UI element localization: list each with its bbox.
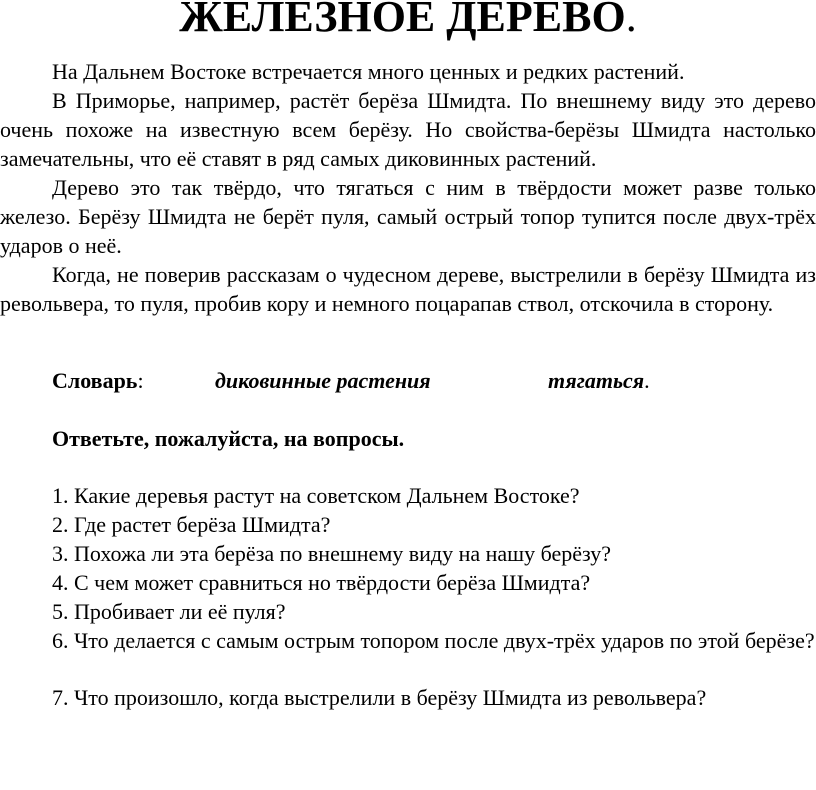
vocabulary-word-2: [548, 366, 650, 395]
paragraph-1: На Дальнем Востоке встречается много ценных и редких растений.: [52, 59, 685, 84]
vocabulary-label: [52, 366, 144, 395]
paragraph-4: Когда, не поверив рассказам о чудесном дереве, выстрелили в берёзу Шмидта из револьвера, то пуля, пробив кору и немного поцарапав ствол, отскочила в сторону.: [0, 262, 816, 316]
title-period: .: [625, 0, 637, 41]
vocabulary-label-text: Словарь: [52, 368, 138, 393]
question-6: 6. Что делается с самым острым топором после двух-трёх ударов по этой берёзе?: [52, 628, 815, 653]
question-3: 3. Похожа ли эта берёза по внешнему виду на нашу берёзу?: [52, 541, 612, 566]
vocabulary-word-2-period: .: [644, 368, 650, 393]
paragraph-2: В Приморье, например, растёт берёза Шмидта. По внешнему виду это дерево очень похоже на известную всем берёзу. Но свойства-берёзы Шмидта настолько замечательны, что её ставят в ряд самых диковинных растений.: [0, 88, 816, 171]
document-title: [0, 0, 816, 41]
vocabulary-word-2-text: тягаться: [548, 368, 645, 393]
question-1: 1. Какие деревья растут на советском Дальнем Востоке?: [52, 483, 580, 508]
vocabulary-colon: :: [137, 368, 144, 393]
question-5: 5. Пробивает ли её пуля?: [52, 599, 286, 624]
questions-heading: Ответьте, пожалуйста, на вопросы.: [52, 426, 405, 451]
paragraph-3: Дерево это так твёрдо, что тягаться с ним в твёрдости может разве только железо. Берёзу Шмидта не берёт пуля, самый острый топор тупится после двух-трёх ударов о неё.: [0, 175, 816, 258]
question-7: 7. Что произошло, когда выстрелили в берёзу Шмидта из револьвера?: [52, 685, 707, 710]
question-2: 2. Где растет берёза Шмидта?: [52, 512, 331, 537]
title-text: ЖЕЛЕЗНОЕ ДЕРЕВО: [179, 0, 626, 41]
vocabulary-word-1: диковинные растения: [215, 368, 431, 393]
question-4: 4. С чем может сравниться но твёрдости берёза Шмидта?: [52, 570, 591, 595]
